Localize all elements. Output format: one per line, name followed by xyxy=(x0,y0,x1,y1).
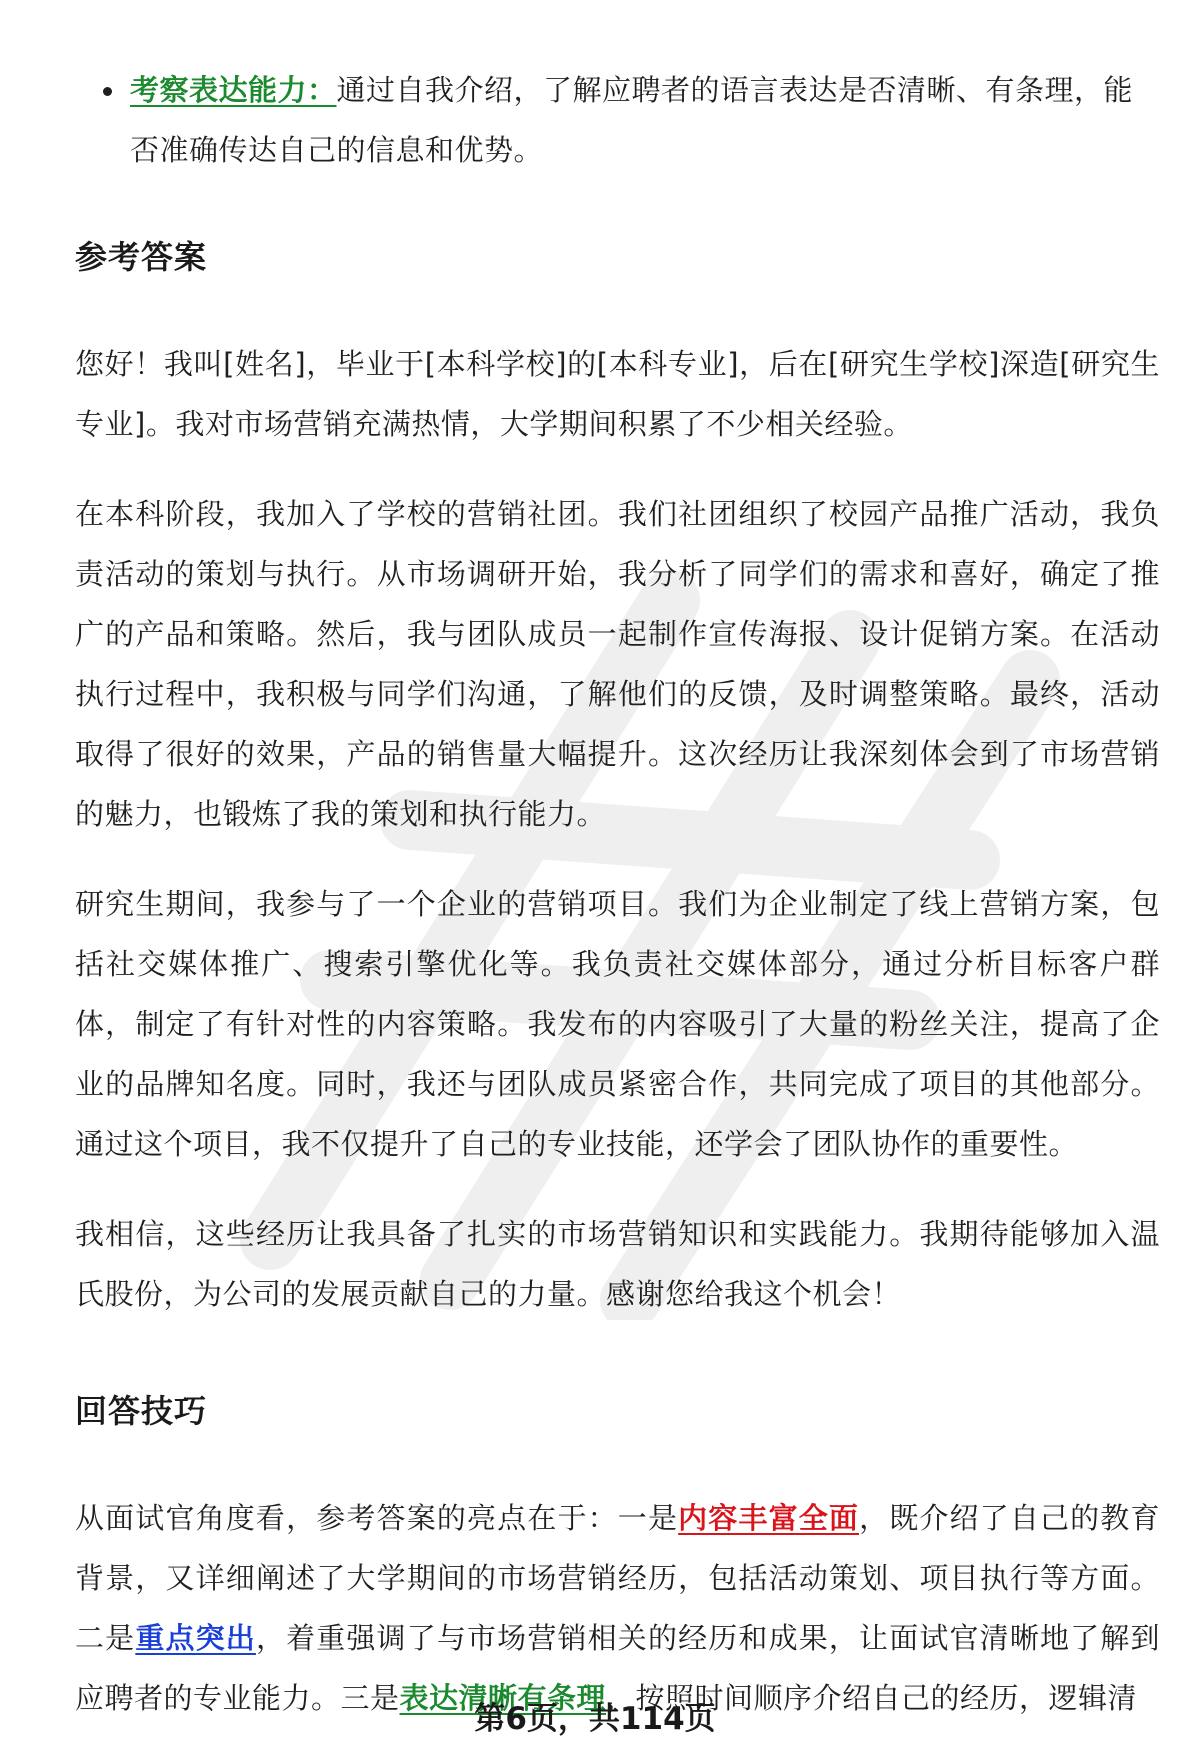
bullet-dot-icon xyxy=(103,87,112,96)
reference-paragraph: 我相信，这些经历让我具备了扎实的市场营销知识和实践能力。我期待能够加入温氏股份，为公司的发展贡献自己的力量。感谢您给我这个机会！ xyxy=(75,1217,1160,1311)
reference-paragraph: 研究生期间，我参与了一个企业的营销项目。我们为企业制定了线上营销方案，包括社交媒体推广、搜索引擎优化等。我负责社交媒体部分，通过分析目标客户群体，制定了有针对性的内容策略。我发布的内容吸引了大量的粉丝关注，提高了企业的品牌知名度。同时，我还与团队成员紧密合作，共同完成了项目的其他部分。通过这个项目，我不仅提升了自己的专业技能，还学会了团队协作的重要性。 xyxy=(75,887,1160,1161)
tips-heading: 回答技巧 xyxy=(75,1392,208,1430)
reference-paragraph: 在本科阶段，我加入了学校的营销社团。我们社团组织了校园产品推广活动，我负责活动的策划与执行。从市场调研开始，我分析了同学们的需求和喜好，确定了推广的产品和策略。然后，我与团队成员一起制作宣传海报、设计促销方案。在活动执行过程中，我积极与同学们沟通，了解他们的反馈，及时调整策略。最终，活动取得了很好的效果，产品的销售量大幅提升。这次经历让我深刻体会到了市场营销的魅力，也锻炼了我的策划和执行能力。 xyxy=(75,497,1160,831)
tips-text: ，既介绍了自己的教育背景，又详细阐述了大学期间的市场营销经历，包括活动策划、项目执行等方面。二是 xyxy=(75,1501,1160,1655)
tips-text: ，按照时间顺序介绍自己的经历，逻辑清 xyxy=(606,1681,1138,1715)
tips-text: 从面试官角度看，参考答案的亮点在于：一是 xyxy=(75,1501,679,1535)
tips-text: ，着重强调了与市场营销相关的经历和成果，让面试官清晰地了解到应聘者的专业能力。三是 xyxy=(75,1621,1160,1715)
tips-paragraph xyxy=(75,1488,1160,1728)
reference-heading: 参考答案 xyxy=(75,238,208,276)
page-number: 第6页，共114页 xyxy=(474,1701,716,1737)
bullet-item xyxy=(75,60,1160,180)
bullet-text: 通过自我介绍，了解应聘者的语言表达是否清晰、有条理，能否准确传达自己的信息和优势。 xyxy=(130,73,1134,167)
reference-paragraph: 您好！我叫[姓名]，毕业于[本科学校]的[本科专业]，后在[研究生学校]深造[研究生专业]。我对市场营销充满热情，大学期间积累了不少相关经验。 xyxy=(75,347,1160,441)
highlight-content-rich-link[interactable]: 内容丰富全面 xyxy=(678,1501,860,1535)
highlight-clear-expression-link[interactable]: 表达清晰有条理 xyxy=(399,1681,607,1715)
highlight-key-points-link[interactable]: 重点突出 xyxy=(135,1621,256,1655)
bullet-label-link[interactable]: 考察表达能力： xyxy=(130,73,337,107)
